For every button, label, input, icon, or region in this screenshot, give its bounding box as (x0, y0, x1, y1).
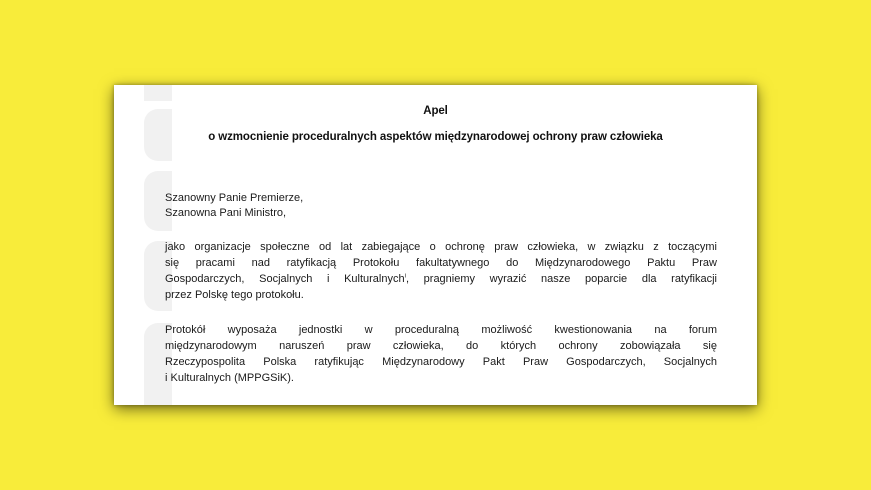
paragraph-2-line-4: i Kulturalnych (MPPGSiK). (165, 372, 294, 384)
paragraph-1-line-3 (165, 273, 717, 285)
paragraph-2-line-2: międzynarodowym naruszeń praw człowieka, do których ochrony zobowiązała się (165, 340, 717, 352)
document-subtitle: o wzmocnienie proceduralnych aspektów międzynarodowej ochrony praw człowieka (208, 131, 663, 143)
salutation-line-2: Szanowna Pani Ministro, (165, 207, 287, 219)
footnote-marker: i (404, 273, 406, 280)
document-title: Apel (423, 105, 448, 117)
paragraph-1-line-1: jako organizacje społeczne od lat zabiegające o ochronę praw człowieka, w związku z toczącymi (165, 241, 717, 253)
document-page (114, 85, 757, 405)
paragraph-2-line-1: Protokół wyposaża jednostki w proceduralną możliwość kwestionowania na forum (165, 324, 717, 336)
paragraph-1-line-4: przez Polskę tego protokołu. (165, 289, 304, 301)
paragraph-1-line-3-end: , pragniemy wyrazić nasze poparcie dla ratyfikacji (405, 273, 717, 285)
paragraph-1-line-3-start: Gospodarczych, Socjalnych i Kulturalnych (165, 273, 405, 285)
paragraph-1-line-2: się pracami nad ratyfikacją Protokołu fakultatywnego do Międzynarodowego Paktu Praw (165, 257, 717, 269)
paragraph-2-line-3: Rzeczypospolita Polska ratyfikując Międzynarodowy Pakt Praw Gospodarczych, Socjalnych (165, 356, 717, 368)
salutation-line-1: Szanowny Panie Premierze, (165, 192, 304, 204)
